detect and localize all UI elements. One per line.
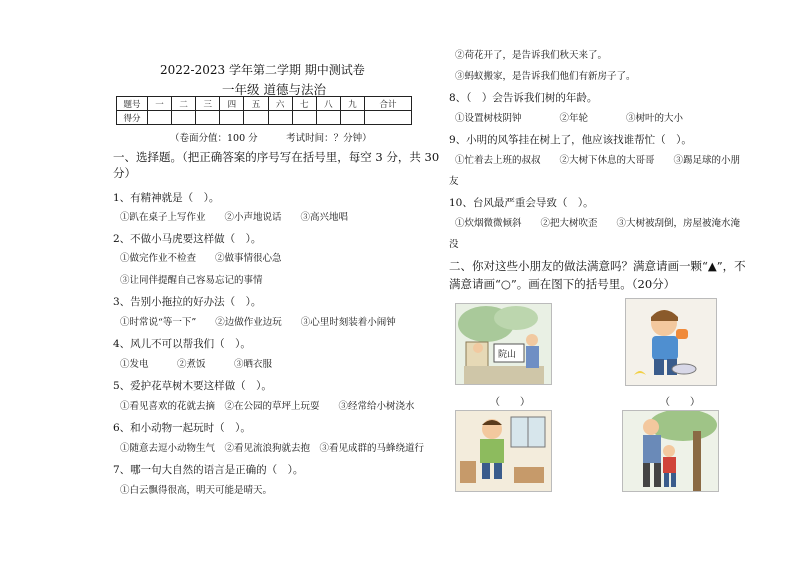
score-cell: 四 [220,97,244,111]
question-2-options: ①做完作业不检查 ②做事情很心急 [120,253,282,264]
question-4: 4、风儿不可以帮我们（ ）。 [113,338,251,350]
question-9-options: ①忙着去上班的叔叔 ②大树下休息的大哥哥 ③踢足球的小朋 [455,155,741,166]
score-blank[interactable] [220,111,244,125]
question-1: 1、有精神就是（ ）。 [113,192,220,204]
score-blank[interactable] [244,111,268,125]
section2-heading-cont: 满意请画“○”。画在图下的括号里。（20分） [449,277,676,291]
score-cell: 九 [340,97,364,111]
section1-heading-cont: 分） [113,166,136,180]
score-blank[interactable] [148,111,172,125]
q7-option-2: ②荷花开了，是告诉我们秋天来了。 [455,50,608,61]
score-blank[interactable] [316,111,340,125]
question-3-options: ①时常说“等一下” ②边做作业边玩 ③心里时刻装着小闹钟 [120,317,396,328]
section1-heading: 一、选择题。（把正确答案的序号写在括号里，每空 3 分，共 30 [113,150,440,164]
score-blank[interactable] [196,111,220,125]
score-cell: 五 [244,97,268,111]
question-5-options: ①看见喜欢的花就去摘 ②在公园的草坪上玩耍 ③经常给小树浇水 [120,401,415,412]
score-cell: 七 [292,97,316,111]
question-7: 7、哪一句大自然的语言是正确的（ ）。 [113,464,304,476]
question-10-options-cont: 没 [449,239,459,250]
score-cell: 一 [148,97,172,111]
score-cell: 三 [196,97,220,111]
score-blank[interactable] [365,111,412,125]
score-table-header-row [117,97,412,111]
exam-title: 2022-2023 学年第二学期 期中测试卷 [160,63,365,77]
picture-sign-text: 院山 [498,350,517,360]
question-10-options: ①炊烟微微倾斜 ②把大树吹歪 ③大树被刮倒，房屋被淹水淹 [455,218,741,229]
picture-boy-banana-peel [625,298,717,386]
q7-option-3: ③蚂蚁搬家，是告诉我们他们有新房子了。 [455,71,636,82]
score-blank[interactable] [340,111,364,125]
question-5: 5、爱护花草树木要这样做（ ）。 [113,380,272,392]
question-1-options: ①趴在桌子上写作业 ②小声地说话 ③高兴地唱 [120,212,349,223]
picture-kids-carving-sign [455,303,552,385]
question-9: 9、小明的风筝挂在树上了，他应该找谁帮忙（ ）。 [449,134,692,146]
question-6-options: ①随意去逗小动物生气 ②看见流浪狗就去抱 ③看见成群的马蜂绕道行 [120,443,425,454]
score-cell: 得分 [117,111,148,125]
score-table-score-row [117,111,412,125]
question-10: 10、台风最严重会导致（ ）。 [449,197,594,209]
score-blank[interactable] [172,111,196,125]
section2-heading: 二、你对这些小朋友的做法满意吗？满意请画一颗“▲”，不 [449,259,746,273]
question-9-options-cont: 友 [449,176,459,187]
exam-subtitle: 一年级 道德与法治 [222,82,326,97]
score-table [116,96,412,125]
score-cell: 二 [172,97,196,111]
picture-adult-child-tree [622,410,719,492]
picture-child-indoors [455,410,552,492]
score-blank[interactable] [292,111,316,125]
score-blank[interactable] [268,111,292,125]
question-2: 2、不做小马虎要这样做（ ）。 [113,233,262,245]
question-3: 3、告别小拖拉的好办法（ ）。 [113,296,262,308]
question-6: 6、和小动物一起玩时（ ）。 [113,422,251,434]
score-cell: 六 [268,97,292,111]
answer-paren-1[interactable]: （ ） [490,397,530,408]
question-8-options: ①设置树枝阴钟 ②年轮 ③树叶的大小 [455,113,684,124]
score-cell: 题号 [117,97,148,111]
question-2-options-2: ③让同伴提醒自己容易忘记的事情 [120,275,263,286]
question-4-options: ①发电 ②煮饭 ③晒衣服 [120,359,273,370]
question-8: 8、（ ）会告诉我们树的年龄。 [449,92,598,104]
score-cell: 合计 [365,97,412,111]
question-7-options: ①白云飘得很高，明天可能是晴天。 [120,485,273,496]
answer-paren-2[interactable]: （ ） [660,397,700,408]
exam-info: （卷面分值：100 分 考试时间：？分钟） [170,133,372,144]
score-cell: 八 [316,97,340,111]
